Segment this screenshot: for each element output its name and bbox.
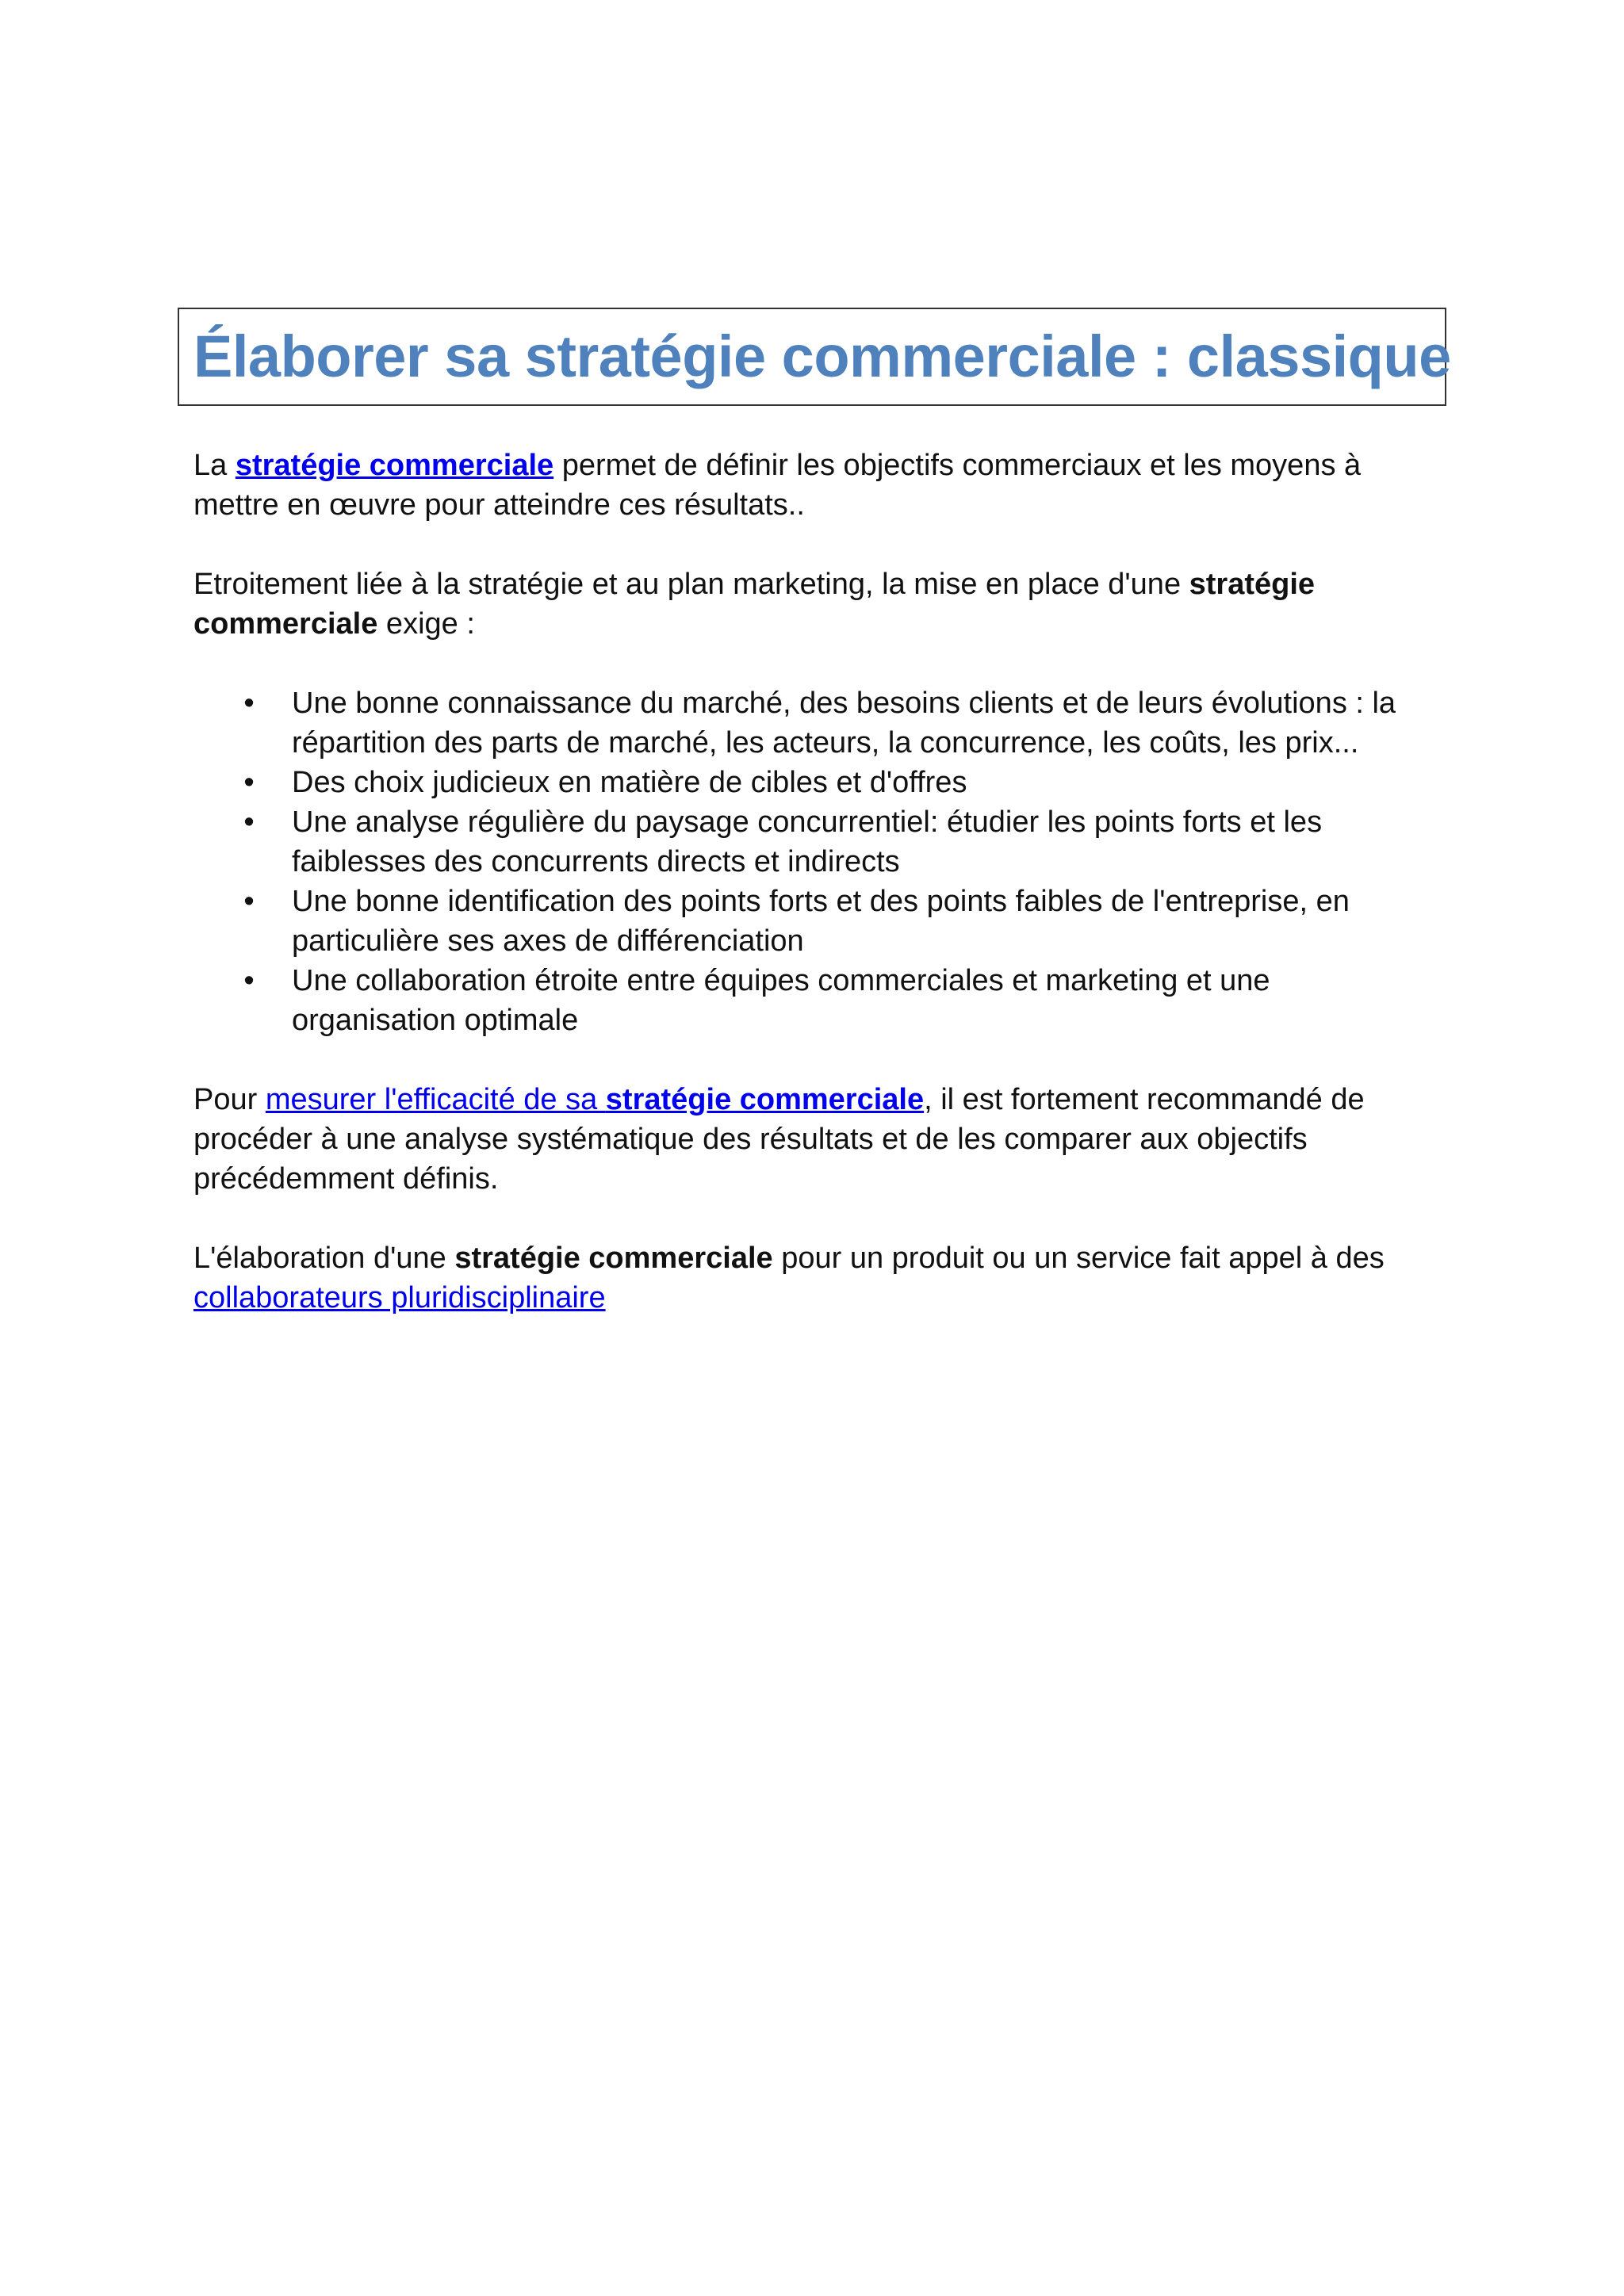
collaborateurs-link[interactable]: collaborateurs pluridisciplinaire — [193, 1281, 606, 1314]
list-item — [193, 802, 1431, 882]
measurement-prefix: Pour — [193, 1083, 266, 1116]
document-body — [193, 446, 1431, 1318]
collaborators-middle: pour un produit ou un service fait appel à des — [772, 1242, 1385, 1275]
bullet-icon: • — [243, 964, 255, 997]
list-item-text: Une bonne identification des points forts et des points faibles de l'entreprise, en particulière ses axes de différenciation — [292, 885, 1350, 958]
bullet-icon: • — [243, 687, 255, 720]
collaborators-bold: stratégie commerciale — [454, 1242, 773, 1275]
requirements-bold: stratégie commerciale — [193, 568, 1316, 641]
bullet-icon: • — [243, 806, 255, 839]
requirements-prefix: Etroitement liée à la stratégie et au plan marketing, la mise en place d'une — [193, 568, 1189, 601]
mesurer-efficacite-link[interactable] — [266, 1083, 924, 1116]
list-item — [193, 961, 1431, 1040]
list-item — [193, 683, 1431, 763]
list-item-text: Une analyse régulière du paysage concurrentiel: étudier les points forts et les faiblesses des concurrents directs et indirects — [292, 806, 1323, 878]
list-item-text: Des choix judicieux en matière de cibles et d'offres — [292, 766, 967, 799]
intro-suffix: permet de définir les objectifs commerciaux et les moyens à mettre en œuvre pour atteindre ces résultats.. — [193, 449, 1362, 522]
requirements-paragraph — [193, 564, 1431, 644]
requirements-suffix: exige : — [377, 607, 475, 641]
list-item-text: Une bonne connaissance du marché, des besoins clients et de leurs évolutions : la répartition des parts de marché, les acteurs, la concurrence, les coûts, les prix... — [292, 687, 1396, 760]
mesurer-efficacite-link-bold: stratégie commerciale — [605, 1083, 925, 1116]
list-item — [193, 882, 1431, 961]
list-item — [193, 763, 1431, 802]
measurement-suffix: , il est fortement recommandé de procéder à une analyse systématique des résultats et de les comparer aux objectifs précédemment définis. — [193, 1083, 1365, 1196]
bullet-icon: • — [243, 766, 255, 799]
requirements-list — [193, 683, 1431, 1040]
list-item-text: Une collaboration étroite entre équipes commerciales et marketing et une organisation optimale — [292, 964, 1270, 1037]
intro-prefix: La — [193, 449, 236, 482]
collaborators-paragraph — [193, 1238, 1431, 1318]
strategie-commerciale-link[interactable]: stratégie commerciale — [235, 449, 554, 482]
intro-paragraph — [193, 446, 1431, 525]
measurement-paragraph — [193, 1080, 1431, 1199]
page-title: Élaborer sa stratégie commerciale : classique — [193, 323, 1451, 389]
collaborators-prefix: L'élaboration d'une — [193, 1242, 455, 1275]
bullet-icon: • — [243, 885, 255, 918]
mesurer-efficacite-link-text: mesurer l'efficacité de sa — [265, 1083, 606, 1116]
title-box — [178, 308, 1451, 406]
